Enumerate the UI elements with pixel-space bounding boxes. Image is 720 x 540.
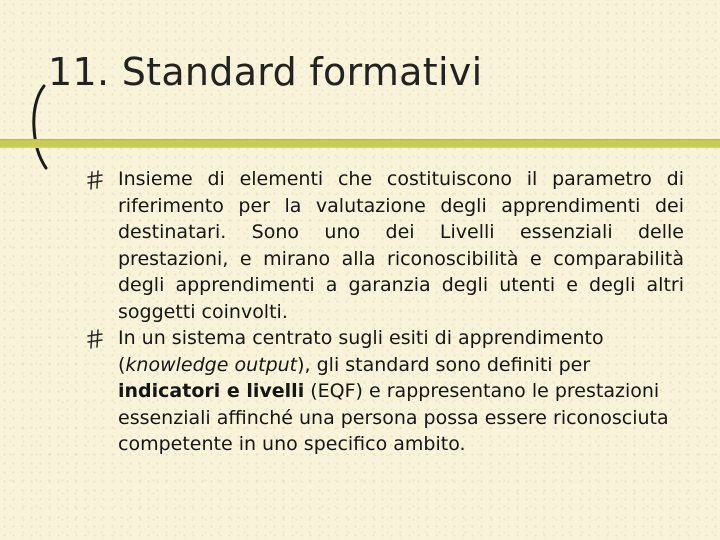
hash-bullet-icon [86,170,104,190]
title-divider-bar [0,139,720,148]
bullet-text-2a: In un sistema centrato sugli esiti di apprendimento ( [118,327,604,376]
bullet-text-2b: ), gli standard sono definiti per [297,353,591,376]
decorative-brush-stroke [20,82,50,172]
bullet-text-2-italic: knowledge output [125,353,298,376]
hash-bullet-icon [86,329,104,349]
bullet-item-1 [118,166,684,325]
slide-title: 11. Standard formativi [48,50,483,94]
bullet-text-2-bold: indicatori e livelli [118,380,305,402]
bullet-text-1: Insieme di elementi che costituiscono il parametro di riferimento per la valutazione degli apprendimenti dei destinatari. Sono uno dei Livelli essenziali delle prestazioni, e mirano alla riconoscibilità e comparabilità degli apprendimenti a garanzia degli utenti e degli altri soggetti coinvolti. [118,168,684,323]
bullet-item-2 [118,325,684,458]
bullet-text-2c: (EQF) e rappresentano le prestazioni essenziali affinché una persona possa essere riconosciuta competente in uno specifico ambito. [118,380,669,455]
bullet-list [118,166,684,458]
